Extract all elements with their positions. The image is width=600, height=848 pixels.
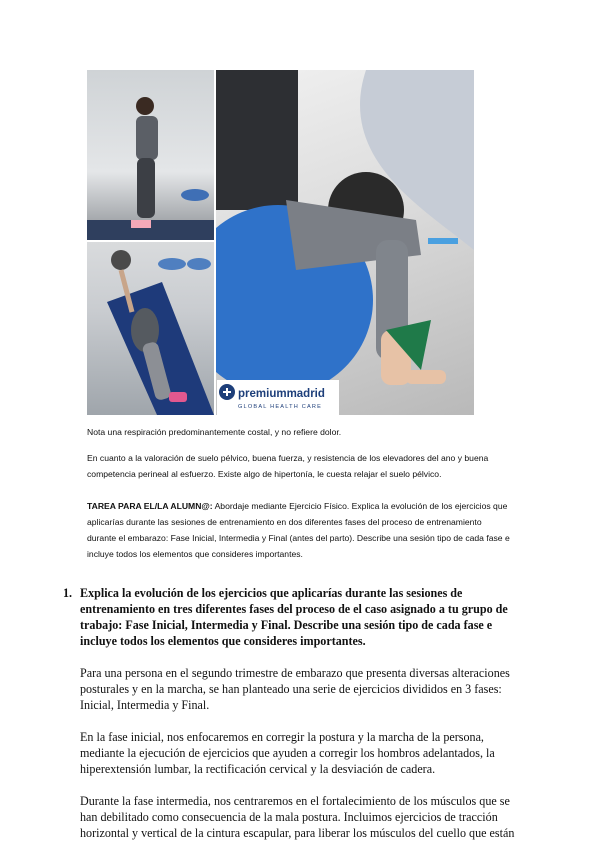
svg-text:GLOBAL HEALTH CARE: GLOBAL HEALTH CARE [238, 404, 323, 410]
task-label: TAREA PARA EL/LA ALUMN@: [87, 501, 213, 511]
question-heading [63, 585, 523, 649]
task-paragraph [87, 498, 510, 562]
answer-paragraph-3: Durante la fase intermedia, nos centraremos en el fortalecimiento de los músculos que se han debilitado como consecuencia de la mala postura. Incluimos ejercicios de tracción horizontal y vertical de la cintura escapular, para liberar los músculos del cuello que están [80, 794, 515, 840]
note-paragraph: Nota una respiración predominantemente costal, y no refiere dolor. [87, 427, 342, 437]
svg-text:premiummadrid: premiummadrid [238, 388, 325, 400]
premium-madrid-logo [217, 380, 339, 415]
photo-lying-exercise [87, 242, 214, 415]
task-body: Abordaje mediante Ejercicio Físico. Explica la evolución de los ejercicios que aplicarías durante las sesiones de entrenamiento en dos diferentes fases del proceso de entrenamiento durante el embarazo: Fase Inicial, Intermedia y Final (antes del parto). Describe una sesión tipo de cada fase e incluye todos los elementos que consideres importantes. [87, 501, 510, 559]
photo-fitball-band-exercise [216, 70, 474, 415]
question-text: Explica la evolución de los ejercicios que aplicarías durante las sesiones de entrenamiento en tres diferentes fases del proceso de el caso asignado a tu grupo de trabajo: Fase Inicial, Intermedia y Final. Describe una sesión tipo de cada fase e incluye todos los elementos que consideres importantes. [80, 586, 508, 648]
photo-standing-posture [87, 70, 214, 240]
exercise-photo-collage [87, 70, 474, 415]
question-number: 1. [63, 586, 73, 600]
answer-paragraph-1: Para una persona en el segundo trimestre de embarazo que presenta diversas alteraciones posturales y en la marcha, se han planteado una serie de ejercicios divididos en 3 fases: Inicial, Intermedia y Final. [80, 666, 510, 712]
answer-paragraph-2: En la fase inicial, nos enfocaremos en corregir la postura y la marcha de la persona, mediante la ejecución de ejercicios que ayuden a corregir los hombros adelantados, la hiperextensión lumbar, la rectificación cervical y la desviación de cadera. [80, 730, 495, 776]
assessment-paragraph: En cuanto a la valoración de suelo pélvico, buena fuerza, y resistencia de los elevadores del ano y buena competencia perineal al esfuerzo. Existe algo de hipertonía, le cuesta relajar el suelo pélvico. [87, 453, 489, 479]
